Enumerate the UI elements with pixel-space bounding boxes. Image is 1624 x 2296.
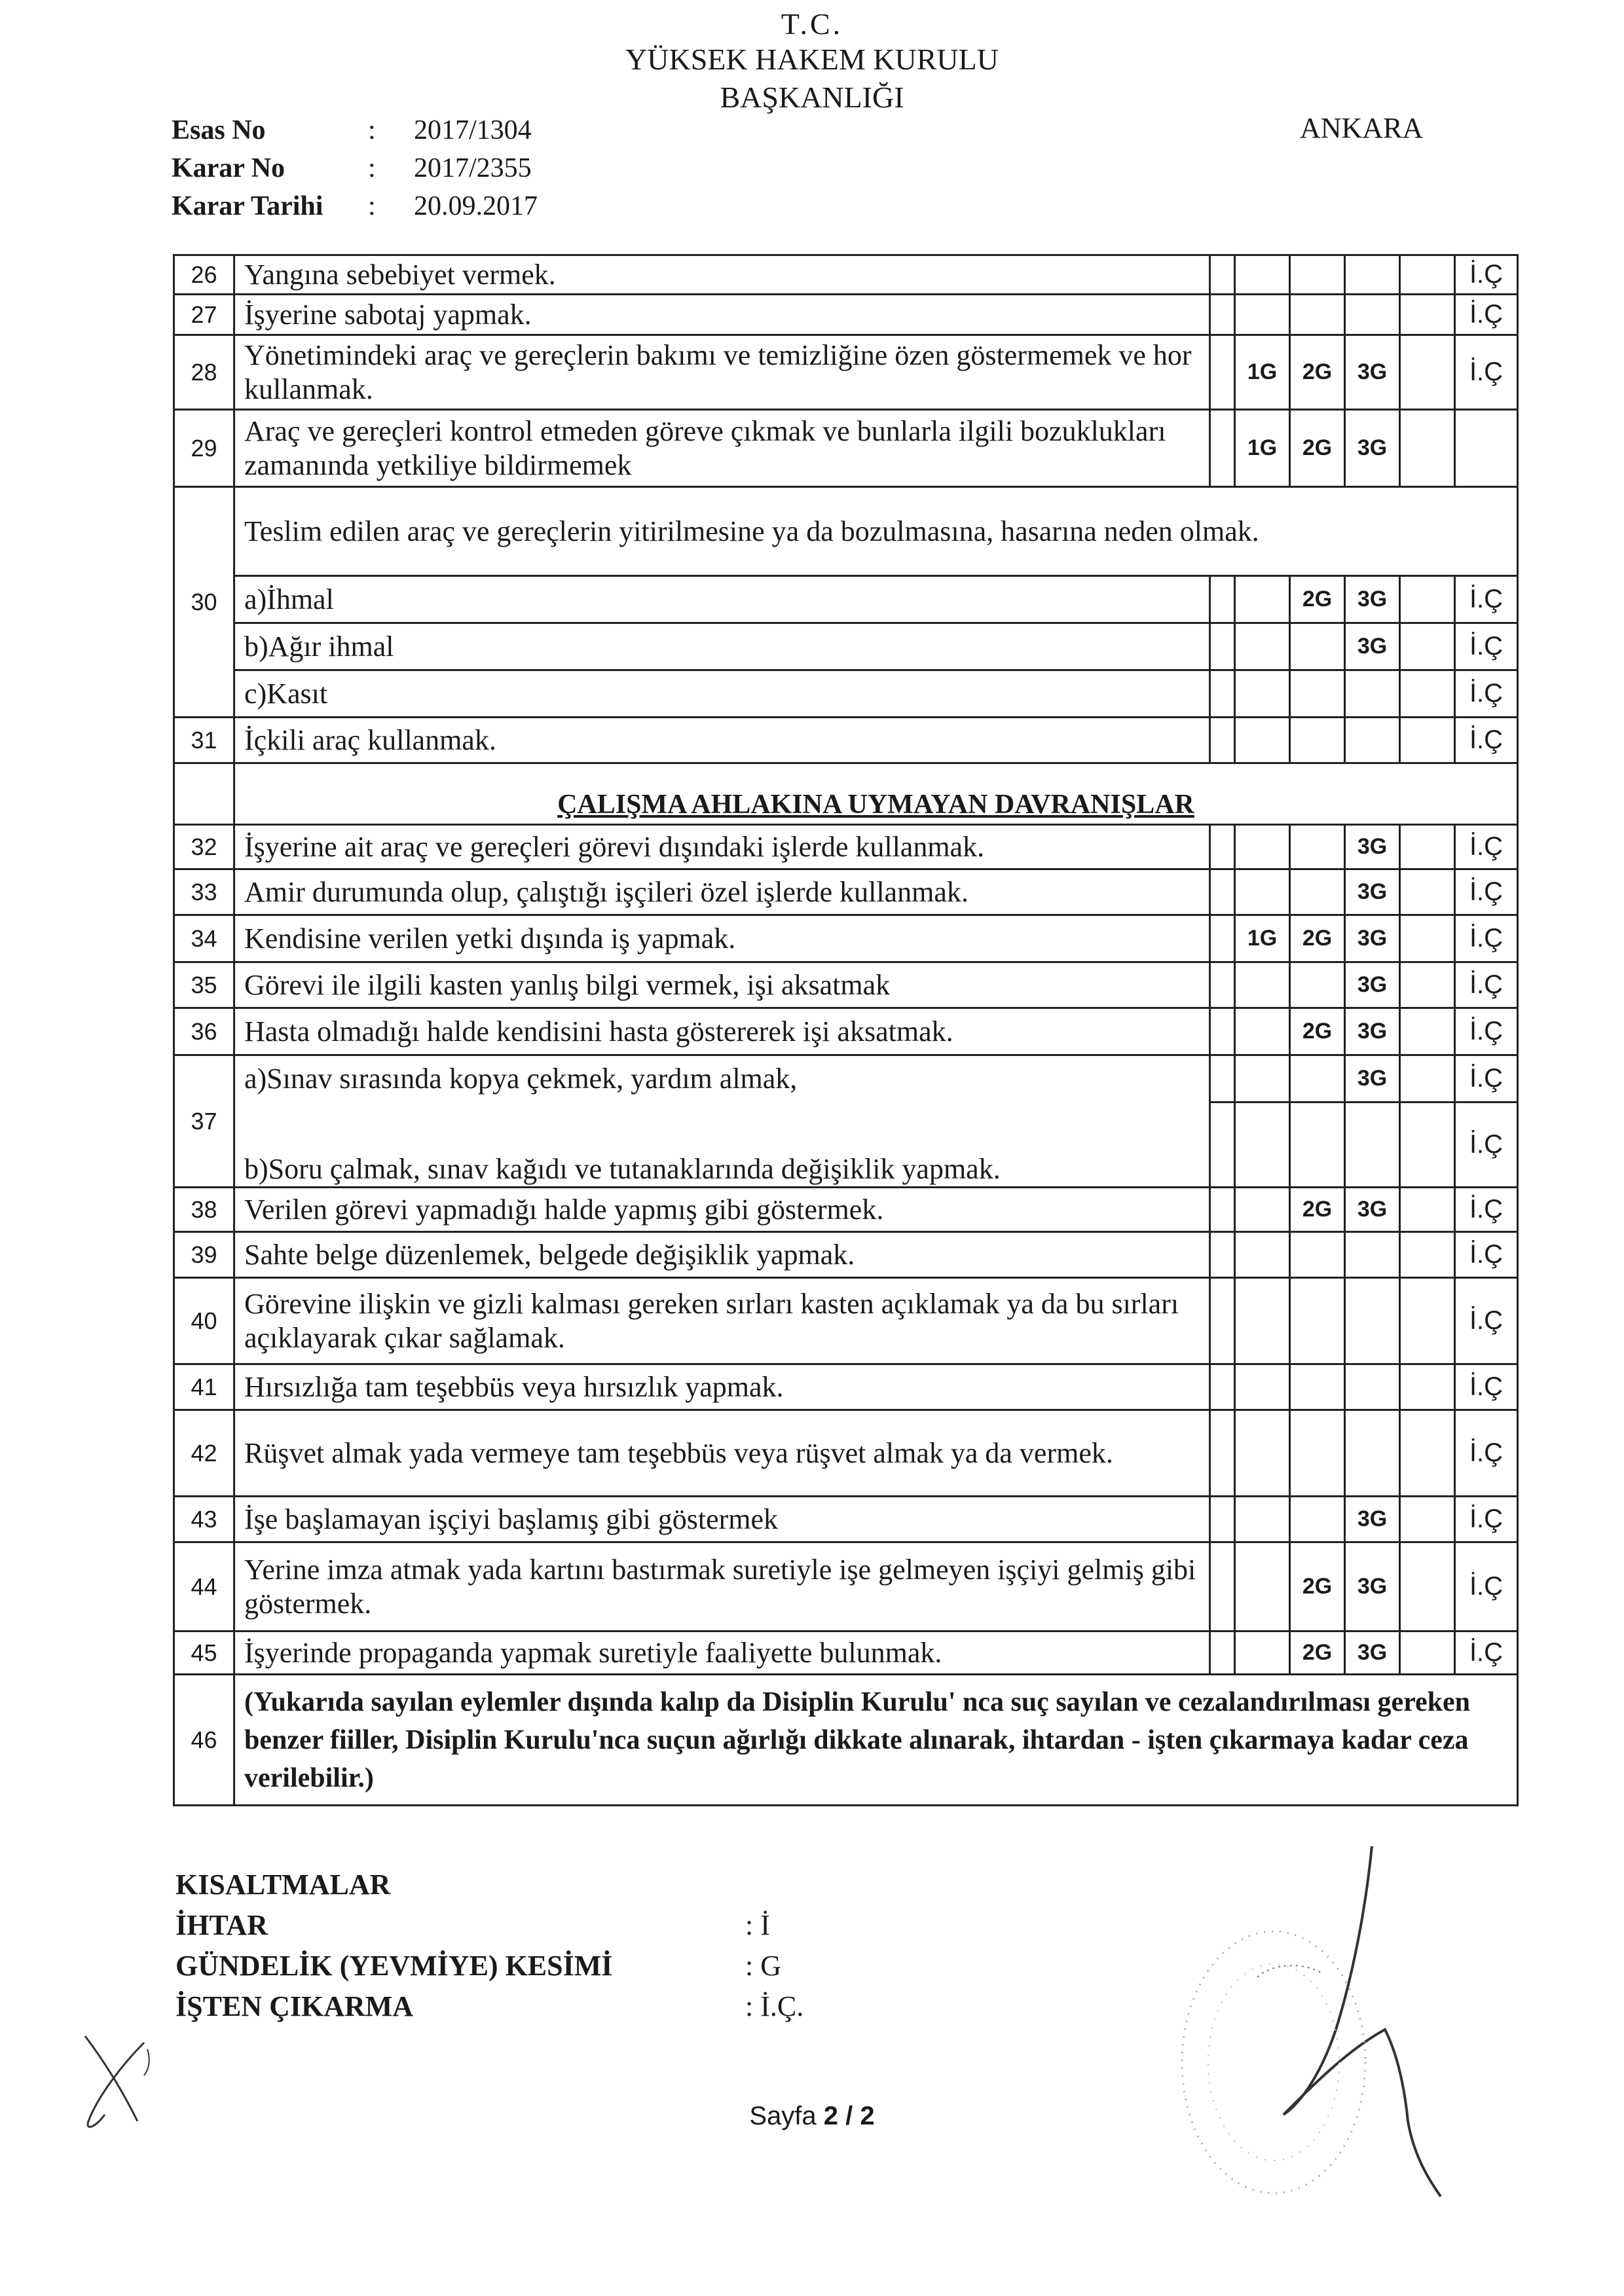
abbreviation-label: GÜNDELİK (YEVMİYE) KESİMİ bbox=[175, 1950, 613, 1982]
table-row bbox=[174, 718, 1518, 763]
row-text: a)İhmal bbox=[234, 576, 1210, 623]
row-number: 29 bbox=[174, 410, 234, 487]
row-number: 42 bbox=[174, 1410, 234, 1497]
penalty-3g: 3G bbox=[1345, 1497, 1400, 1542]
meta-label: Karar No bbox=[172, 153, 286, 183]
row-number: 36 bbox=[174, 1008, 234, 1055]
penalty-1g: 1G bbox=[1235, 915, 1290, 962]
page-current: 2 bbox=[823, 2102, 839, 2130]
row-number: 34 bbox=[174, 915, 234, 962]
meta-label: Karar Tarihi bbox=[172, 191, 323, 221]
penalty-3g: 3G bbox=[1345, 1542, 1400, 1631]
table-row bbox=[174, 1188, 1518, 1232]
row-text: İçkili araç kullanmak. bbox=[234, 718, 1210, 763]
penalty-ic: İ.Ç bbox=[1455, 1188, 1518, 1232]
abbreviation-item bbox=[175, 1905, 803, 1946]
table-row bbox=[174, 1232, 1518, 1278]
row-number: 35 bbox=[174, 962, 234, 1008]
row-number: 28 bbox=[174, 335, 234, 410]
abbreviation-label: İŞTEN ÇIKARMA bbox=[175, 1990, 414, 2022]
row-number: 33 bbox=[174, 869, 234, 915]
meta-sep: : bbox=[368, 115, 376, 145]
penalty-2g: 2G bbox=[1290, 1008, 1345, 1055]
section-heading: ÇALIŞMA AHLAKINA UYMAYAN DAVRANIŞLAR bbox=[234, 763, 1518, 825]
penalty-table bbox=[173, 254, 1519, 1806]
page-total: 2 bbox=[860, 2102, 875, 2130]
penalty-3g: 3G bbox=[1345, 915, 1400, 962]
penalty-2g: 2G bbox=[1290, 915, 1345, 962]
penalty-3g: 3G bbox=[1345, 1631, 1400, 1675]
abbreviations bbox=[175, 1865, 803, 2027]
penalty-ic: İ.Ç bbox=[1455, 1410, 1518, 1497]
table-row bbox=[174, 487, 1518, 576]
row-number: 39 bbox=[174, 1232, 234, 1278]
table-row bbox=[174, 825, 1518, 869]
row-text: Teslim edilen araç ve gereçlerin yitirilmesine ya da bozulmasına, hasarına neden olmak. bbox=[234, 487, 1518, 576]
abbreviation-item bbox=[175, 1946, 803, 1986]
table-row bbox=[174, 915, 1518, 962]
row-number: 41 bbox=[174, 1364, 234, 1410]
table-row bbox=[174, 1675, 1518, 1806]
table-row bbox=[174, 1497, 1518, 1542]
case-meta bbox=[172, 111, 538, 225]
penalty-ic: İ.Ç bbox=[1455, 623, 1518, 670]
table-row bbox=[174, 623, 1518, 670]
penalty-ic: İ.Ç bbox=[1455, 670, 1518, 718]
penalty-2g: 2G bbox=[1290, 576, 1345, 623]
penalty-3g: 3G bbox=[1345, 623, 1400, 670]
row-number: 46 bbox=[174, 1675, 234, 1806]
meta-value: 2017/1304 bbox=[414, 115, 532, 145]
penalty-ic: İ.Ç bbox=[1455, 1364, 1518, 1410]
penalty-2g: 2G bbox=[1290, 335, 1345, 410]
table-row bbox=[174, 1102, 1518, 1188]
penalty-ic: İ.Ç bbox=[1455, 295, 1518, 335]
row-text: Yerine imza atmak yada kartını bastırmak suretiyle işe gelmeyen işçiyi gelmiş gibi göstermek. bbox=[234, 1542, 1210, 1631]
penalty-ic: İ.Ç bbox=[1455, 718, 1518, 763]
penalty-3g: 3G bbox=[1345, 825, 1400, 869]
meta-value: 2017/2355 bbox=[414, 153, 532, 183]
penalty-ic: İ.Ç bbox=[1455, 335, 1518, 410]
penalty-ic: İ.Ç bbox=[1455, 1232, 1518, 1278]
meta-sep: : bbox=[368, 191, 376, 221]
header-title-line2: BAŞKANLIĞI bbox=[720, 81, 904, 114]
penalty-1g: 1G bbox=[1235, 410, 1290, 487]
meta-sep: : bbox=[368, 153, 376, 183]
table-row bbox=[174, 962, 1518, 1008]
row-text: Hırsızlığa tam teşebbüs veya hırsızlık yapmak. bbox=[234, 1364, 1210, 1410]
row-text: Rüşvet almak yada vermeye tam teşebbüs veya rüşvet almak ya da vermek. bbox=[234, 1410, 1210, 1497]
row-text: c)Kasıt bbox=[234, 670, 1210, 718]
abbreviation-label: İHTAR bbox=[175, 1909, 268, 1941]
page-label: Sayfa bbox=[749, 2102, 817, 2130]
row-text: Amir durumunda olup, çalıştığı işçileri özel işlerde kullanmak. bbox=[234, 869, 1210, 915]
penalty-ic: İ.Ç bbox=[1455, 576, 1518, 623]
row-text: b)Ağır ihmal bbox=[234, 623, 1210, 670]
penalty-ic: İ.Ç bbox=[1455, 1497, 1518, 1542]
table-row bbox=[174, 576, 1518, 623]
penalty-ic: İ.Ç bbox=[1455, 1008, 1518, 1055]
meta-esas-no bbox=[172, 111, 538, 149]
table-row bbox=[174, 670, 1518, 718]
header-city: ANKARA bbox=[1300, 112, 1424, 144]
penalty-3g: 3G bbox=[1345, 1008, 1400, 1055]
table-row bbox=[174, 1008, 1518, 1055]
meta-karar-tarihi bbox=[172, 187, 538, 225]
row-text: Görevine ilişkin ve gizli kalması gereken sırları kasten açıklamak ya da bu sırları açıklayarak çıkar sağlamak. bbox=[234, 1278, 1210, 1364]
row-text: Hasta olmadığı halde kendisini hasta göstererek işi aksatmak. bbox=[234, 1008, 1210, 1055]
penalty-3g: 3G bbox=[1345, 335, 1400, 410]
row-number: 30 bbox=[174, 487, 234, 718]
table-row bbox=[174, 1410, 1518, 1497]
row-text: Yangına sebebiyet vermek. bbox=[234, 255, 1210, 295]
initials-left bbox=[59, 2023, 177, 2141]
penalty-1g: 1G bbox=[1235, 335, 1290, 410]
table-row bbox=[174, 295, 1518, 335]
table-row bbox=[174, 410, 1518, 487]
stamp-seal bbox=[1166, 1912, 1382, 2219]
penalty-ic: İ.Ç bbox=[1455, 1542, 1518, 1631]
table-row bbox=[174, 1364, 1518, 1410]
table-row bbox=[174, 335, 1518, 410]
penalty-ic: İ.Ç bbox=[1455, 825, 1518, 869]
table-row bbox=[174, 1542, 1518, 1631]
header-title-line1: YÜKSEK HAKEM KURULU bbox=[625, 43, 999, 76]
penalty-ic: İ.Ç bbox=[1455, 1278, 1518, 1364]
row-text: Araç ve gereçleri kontrol etmeden göreve çıkmak ve bunlarla ilgili bozuklukları zamanında yetkiliye bildirmemek bbox=[234, 410, 1210, 487]
penalty-2g: 2G bbox=[1290, 1631, 1345, 1675]
header-tc: T.C. bbox=[781, 7, 843, 41]
penalty-ic: İ.Ç bbox=[1455, 255, 1518, 295]
general-clause: (Yukarıda sayılan eylemler dışında kalıp da Disiplin Kurulu' nca suç sayılan ve cezalandırılması gereken benzer fiiller, Disiplin Kurulu'nca suçun ağırlığı dikkate alınarak, ihtardan - işten çıkarmaya kadar ceza verilebilir.) bbox=[234, 1675, 1518, 1806]
penalty-ic: İ.Ç bbox=[1455, 962, 1518, 1008]
row-text: Yönetimindeki araç ve gereçlerin bakımı ve temizliğine özen göstermemek ve hor kullanmak. bbox=[234, 335, 1210, 410]
row-text: İşyerine ait araç ve gereçleri görevi dışındaki işlerde kullanmak. bbox=[234, 825, 1210, 869]
row-number: 27 bbox=[174, 295, 234, 335]
header-title bbox=[550, 41, 1074, 117]
penalty-ic: İ.Ç bbox=[1455, 1055, 1518, 1102]
penalty-2g: 2G bbox=[1290, 410, 1345, 487]
row-number: 37 bbox=[174, 1055, 234, 1188]
row-number: 26 bbox=[174, 255, 234, 295]
penalty-2g: 2G bbox=[1290, 1542, 1345, 1631]
row-text: İşyerine sabotaj yapmak. bbox=[234, 295, 1210, 335]
meta-label: Esas No bbox=[172, 115, 266, 145]
row-text: b)Soru çalmak, sınav kağıdı ve tutanaklarında değişiklik yapmak. bbox=[234, 1102, 1210, 1188]
penalty-3g: 3G bbox=[1345, 869, 1400, 915]
row-number: 44 bbox=[174, 1542, 234, 1631]
penalty-3g: 3G bbox=[1345, 410, 1400, 487]
row-text: Sahte belge düzenlemek, belgede değişiklik yapmak. bbox=[234, 1232, 1210, 1278]
penalty-ic: İ.Ç bbox=[1455, 869, 1518, 915]
table-row bbox=[174, 869, 1518, 915]
abbreviations-title: KISALTMALAR bbox=[175, 1868, 391, 1901]
row-number: 32 bbox=[174, 825, 234, 869]
penalty-2g: 2G bbox=[1290, 1188, 1345, 1232]
penalty-3g: 3G bbox=[1345, 1188, 1400, 1232]
penalty-ic: İ.Ç bbox=[1455, 1102, 1518, 1188]
section-row bbox=[174, 763, 1518, 825]
abbreviation-value: : İ.Ç. bbox=[745, 1990, 804, 2022]
row-number: 43 bbox=[174, 1497, 234, 1542]
table-row bbox=[174, 255, 1518, 295]
penalty-3g: 3G bbox=[1345, 1055, 1400, 1102]
row-text: a)Sınav sırasında kopya çekmek, yardım almak, bbox=[234, 1055, 1210, 1102]
penalty-3g: 3G bbox=[1345, 576, 1400, 623]
penalty-ic: İ.Ç bbox=[1455, 915, 1518, 962]
row-number: 40 bbox=[174, 1278, 234, 1364]
abbreviation-value: : İ bbox=[745, 1909, 770, 1941]
page-separator: / bbox=[845, 2102, 853, 2130]
penalty-ic: İ.Ç bbox=[1455, 1631, 1518, 1675]
row-text: Görevi ile ilgili kasten yanlış bilgi vermek, işi aksatmak bbox=[234, 962, 1210, 1008]
table-row bbox=[174, 1055, 1518, 1102]
table-row bbox=[174, 1278, 1518, 1364]
row-number: 31 bbox=[174, 718, 234, 763]
abbreviation-item bbox=[175, 1986, 803, 2027]
row-number: 45 bbox=[174, 1631, 234, 1675]
abbreviation-value: : G bbox=[745, 1950, 781, 1982]
table-row bbox=[174, 1631, 1518, 1675]
row-number: 38 bbox=[174, 1188, 234, 1232]
meta-karar-no bbox=[172, 149, 538, 187]
meta-value: 20.09.2017 bbox=[414, 191, 538, 221]
row-text: Kendisine verilen yetki dışında iş yapmak. bbox=[234, 915, 1210, 962]
row-text: İşyerinde propaganda yapmak suretiyle faaliyette bulunmak. bbox=[234, 1631, 1210, 1675]
row-text: Verilen görevi yapmadığı halde yapmış gibi göstermek. bbox=[234, 1188, 1210, 1232]
penalty-3g: 3G bbox=[1345, 962, 1400, 1008]
row-text: İşe başlamayan işçiyi başlamış gibi göstermek bbox=[234, 1497, 1210, 1542]
